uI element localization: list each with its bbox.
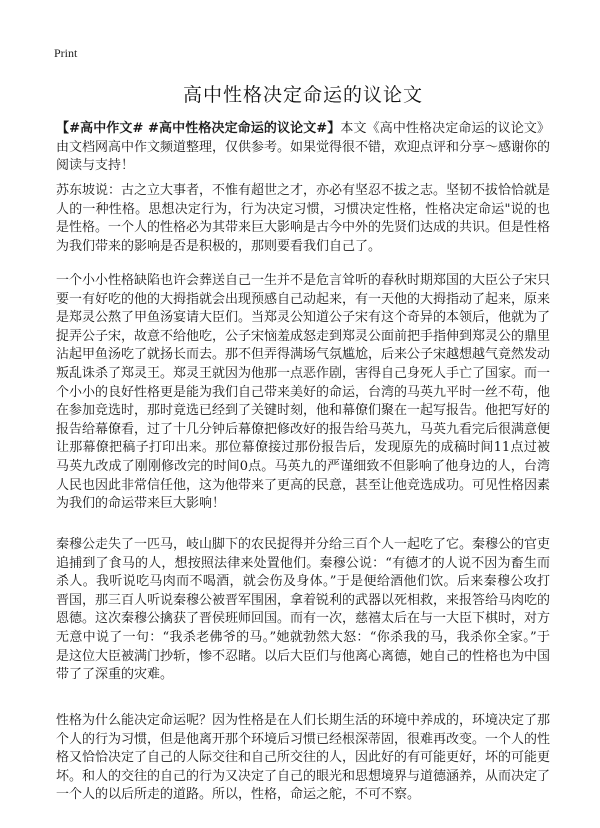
body-paragraph-3: 秦穆公走失了一匹马，岐山脚下的农民捉得并分给三百个人一起吃了它。秦穆公的官吏追捕到了食马的人，想按照法律来处置他们。秦穆公说：“有德才的人说不因为畜生而杀人。我听说吃马肉而不喝酒，就会伤及身体。”于是便给酒他们饮。后来秦穆公攻打晋国，那三百人听说秦穆公被晋军围困，拿着锐利的武器以死相救，来报答给马肉吃的恩德。这次秦穆公擒获了晋侯班师回国。而有一次，慈禧太后在与一大臣下棋时，对方无意中说了一句：“我杀老佛爷的马。”她就勃然大怒：“你杀我的马，我杀你全家。”于是这位大臣被满门抄斩，惨不忍睹。以后大臣们与他离心离德，她自己的性格也为中国带了了深重的灾难。: [56, 537, 551, 683]
body-paragraph-2: 一个小小性格缺陷也许会葬送自己一生并不是危言耸听的春秋时期郑国的大臣公子宋只要一有好吃的他的大拇指就会出现预感自己动起来，有一天他的大拇指动了起来，原来是郑灵公熬了甲鱼汤宴请大臣们。当郑灵公知道公子宋有这个奇异的本领后，他就为了捉弄公子宋，故意不给他吃，公子宋恼羞成怒走到郑灵公面前把手指伸到郑灵公的鼎里沾起甲鱼汤吃了就扬长而去。那不但弄得满场气氛尴尬，后来公子宋越想越气竟然发动叛乱诛杀了郑灵王。郑灵王就因为他那一点恶作剧，害得自己身死人手亡了国家。而一个小小的良好性格更是能为我们自己带来美好的命运，台湾的马英九平时一丝不苟，他在参加竞选时，那时竟选已经到了关键时刻，他和幕僚们聚在一起写报告。他把写好的报告给幕僚看，过了十几分钟后幕僚把修改好的报告给马英九，马英九看完后很满意便让那幕僚把稿子打印出来。那位幕僚接过那份报告后，发现原先的成稿时间11点过被马英九改成了刚刚修改完的时间0点。马英九的严谨细致不但影响了他身边的人，台湾人民也因此非常信任他，这为他带来了更高的民意，甚至让他竞选成功。可见性格因素为我们的命运带来巨大影响！: [56, 273, 551, 512]
intro-tags: 【#高中作文# #高中性格决定命运的议论文#】: [56, 121, 341, 136]
print-link[interactable]: Print: [54, 46, 78, 60]
intro-paragraph: [56, 120, 550, 176]
intro-text: 本文《高中性格决定命运的议论文》由文档网高中作文频道整理，仅供参考。如果觉得很不错，欢迎点评和分享～感谢你的阅读与支持！: [56, 121, 551, 174]
page-title: 高中性格决定命运的议论文: [182, 84, 423, 106]
body-paragraph-1: 苏东坡说：古之立大事者，不惟有超世之才，亦必有坚忍不拔之志。坚韧不拔恰恰就是人的一种性格。思想决定行为，行为决定习惯，习惯决定性格，性格决定命运"说的也是性格。一个人的性格必为其带来巨大影响是古今中外的先贤们达成的共识。但是性格为我们带来的影响是否是积极的，那则要看我们自己了。: [56, 183, 551, 254]
body-paragraph-4: 性格为什么能决定命运呢？因为性格是在人们长期生活的环境中养成的，环境决定了那个人的行为习惯，但是他离开那个环境后习惯已经根深蒂固，很难再改变。一个人的性格又恰恰决定了自己的人际交往和自己所交往的人，因此好的有可能更好，坏的可能更坏。和人的交往的自己的行为又决定了自己的眼光和思想境界与道德涵养，从而决定了一个人的以后所走的道路。所以，性格，命运之舵，不可不察。: [56, 713, 551, 803]
